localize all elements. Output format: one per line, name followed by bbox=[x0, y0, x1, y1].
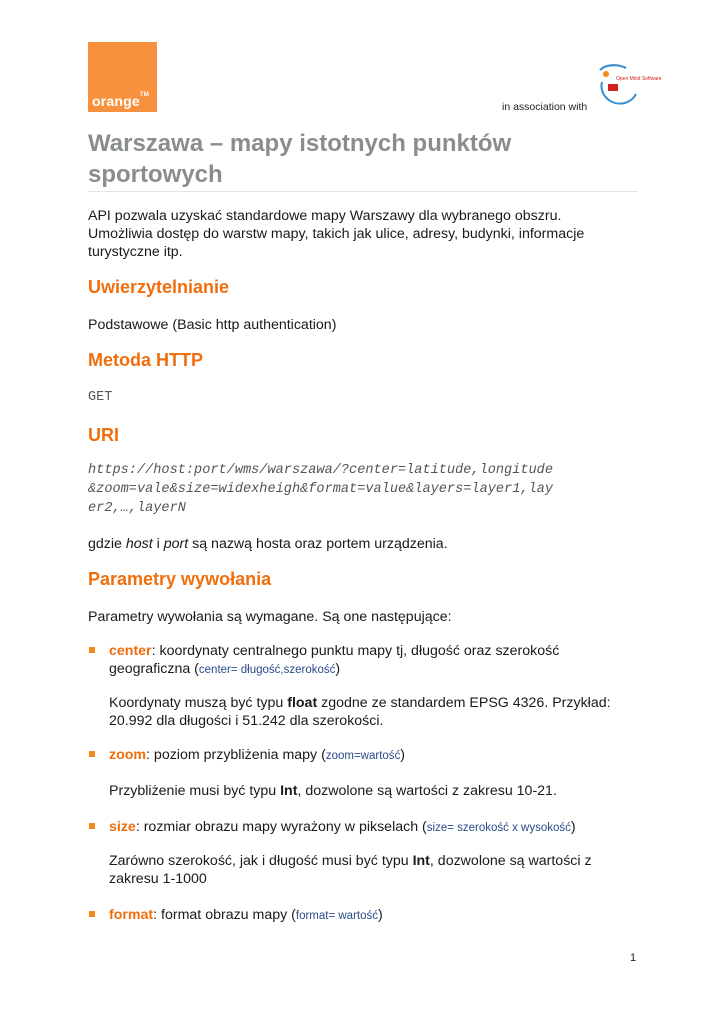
param-name-format: format bbox=[109, 907, 154, 923]
page-title: Warszawa – mapy istotnych punktów sportowych bbox=[88, 128, 638, 192]
method-heading: Metoda HTTP bbox=[88, 350, 203, 370]
param-name-size: size bbox=[109, 819, 136, 835]
port-term: port bbox=[163, 536, 189, 552]
uri-heading: URI bbox=[88, 425, 119, 445]
params-heading: Parametry wywołania bbox=[88, 569, 272, 589]
param-center-note-1: Koordynaty muszą być typu float zgodne ze standardem EPSG 4326. Przykład: bbox=[109, 695, 611, 711]
param-format-hint: format= wartość bbox=[295, 910, 378, 922]
auth-text: Podstawowe (Basic http authentication) bbox=[88, 317, 337, 333]
param-zoom-hint: zoom=wartość bbox=[325, 750, 401, 762]
param-size-hint: size= szerokość x wysokość bbox=[426, 822, 571, 834]
param-zoom: zoom: poziom przybliżenia mapy (zoom=wartość) bbox=[109, 747, 406, 763]
bullet-icon bbox=[89, 911, 95, 917]
params-intro: Parametry wywołania są wymagane. Są one następujące: bbox=[88, 609, 452, 625]
param-name-zoom: zoom bbox=[109, 747, 147, 763]
bullet-icon bbox=[89, 823, 95, 829]
intro-line-2: Umożliwia dostęp do warstw mapy, takich jak ulice, adresy, budynki, informacje bbox=[88, 226, 585, 242]
param-zoom-note: Przybliżenie musi być typu Int, dozwolone są wartości z zakresu 10-21. bbox=[109, 783, 557, 799]
intro-line-3: turystyczne itp. bbox=[88, 244, 183, 260]
param-name-center: center bbox=[109, 643, 152, 659]
param-format: format: format obrazu mapy (format= wartość) bbox=[109, 907, 383, 923]
bullet-icon bbox=[89, 647, 95, 653]
param-center: center: koordynaty centralnego punktu mapy tj, długość oraz szerokość bbox=[109, 643, 560, 659]
intro-line-1: API pozwala uzyskać standardowe mapy Warszawy dla wybranego obszru. bbox=[88, 208, 562, 224]
bullet-icon bbox=[89, 751, 95, 757]
association-text: in association with bbox=[502, 101, 588, 113]
param-center-note-2: 20.992 dla długości i 51.242 dla szerokości. bbox=[109, 713, 384, 729]
partner-logo bbox=[592, 60, 662, 108]
method-value: GET bbox=[88, 390, 113, 405]
param-size-note-2: zakresu 1-1000 bbox=[109, 871, 207, 887]
param-size-note-1: Zarówno szerokość, jak i długość musi być typu Int, dozwolone są wartości z bbox=[109, 853, 592, 869]
param-size: size: rozmiar obrazu mapy wyrażony w pikselach (size= szerokość x wysokość) bbox=[109, 819, 576, 835]
page-number: 1 bbox=[630, 952, 637, 964]
orange-logo-text: orange™ bbox=[92, 92, 149, 109]
uri-line-3: er2,…,layerN bbox=[88, 501, 186, 516]
uri-line-1: https://host:port/wms/warszawa/?center=latitude,longitude bbox=[88, 463, 553, 478]
param-center-line-2: geograficzna (center= długość,szerokość) bbox=[109, 661, 341, 677]
uri-line-2: &zoom=vale&size=widexheigh&format=value&layers=layer1,lay bbox=[88, 482, 553, 497]
auth-heading: Uwierzytelnianie bbox=[88, 277, 230, 297]
uri-template bbox=[88, 461, 648, 518]
orange-logo bbox=[88, 42, 157, 112]
partner-logo-text: Open Mind Software bbox=[616, 76, 662, 82]
uri-description: gdzie host i port są nazwą hosta oraz portem urządzenia. bbox=[88, 536, 448, 552]
param-center-hint: center= długość,szerokość bbox=[198, 664, 336, 676]
host-term: host bbox=[125, 536, 153, 552]
